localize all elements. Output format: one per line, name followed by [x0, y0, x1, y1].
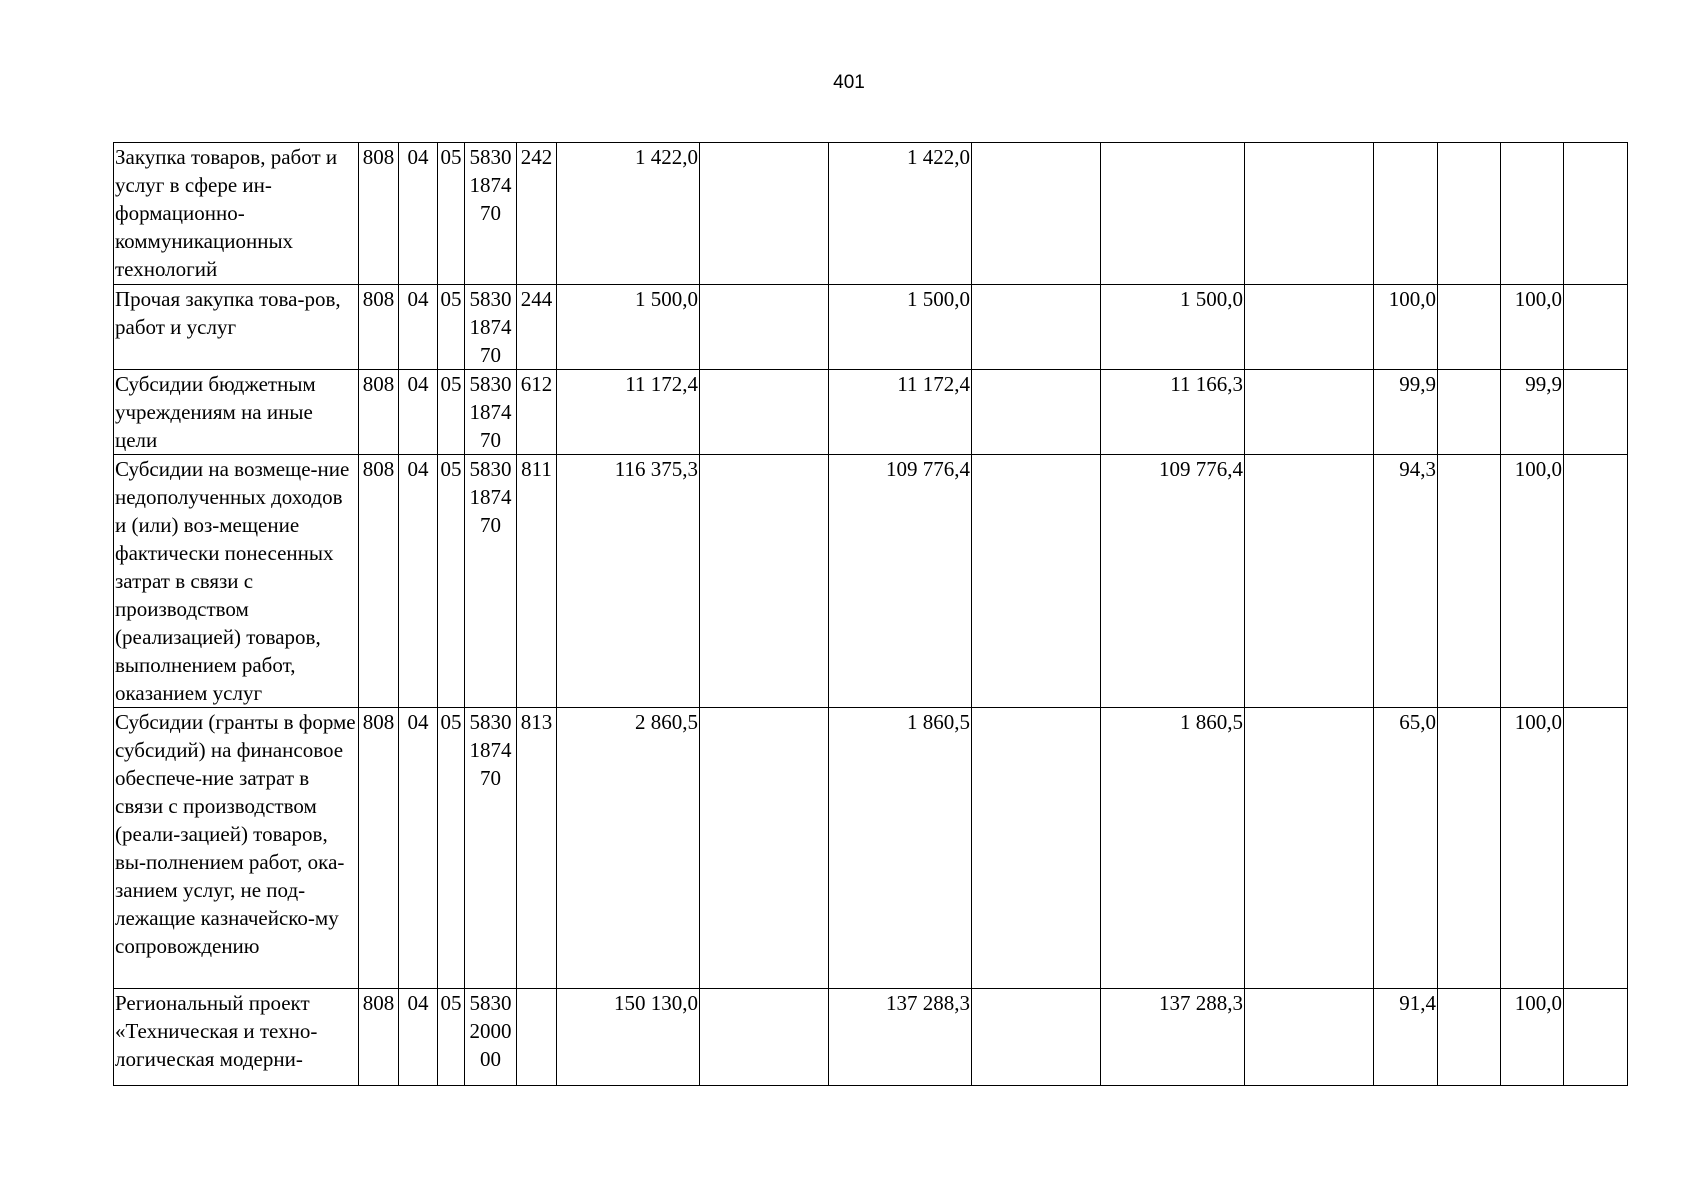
row-value-cell: [1245, 455, 1374, 708]
row-value-cell: [972, 708, 1101, 989]
row-csr-cell: 5830 1874 70: [465, 455, 517, 708]
row-value-cell: 1 422,0: [829, 143, 972, 285]
row-value-cell: 11 172,4: [829, 370, 972, 455]
row-gr-cell: 808: [359, 370, 399, 455]
row-percent-cell: [1564, 370, 1628, 455]
row-value-cell: 109 776,4: [1101, 455, 1245, 708]
row-value-cell: 2 860,5: [557, 708, 700, 989]
row-percent-cell: 100,0: [1501, 285, 1564, 370]
row-value-cell: 1 500,0: [829, 285, 972, 370]
row-percent-cell: [1438, 708, 1501, 989]
row-value-cell: [972, 285, 1101, 370]
row-percent-cell: 100,0: [1374, 285, 1438, 370]
table-row: [114, 455, 1628, 708]
row-value-cell: [972, 989, 1101, 1086]
row-gr-cell: 808: [359, 989, 399, 1086]
row-value-cell: [700, 455, 829, 708]
row-rz-cell: 04: [399, 989, 438, 1086]
row-pr-cell: 05: [438, 455, 465, 708]
row-value-cell: 137 288,3: [829, 989, 972, 1086]
row-vr-cell: 612: [517, 370, 557, 455]
row-percent-cell: [1501, 143, 1564, 285]
row-value-cell: 137 288,3: [1101, 989, 1245, 1086]
row-value-cell: [700, 370, 829, 455]
row-vr-cell: 811: [517, 455, 557, 708]
row-value-cell: 1 860,5: [1101, 708, 1245, 989]
row-csr-cell: 5830 2000 00: [465, 989, 517, 1086]
budget-table: [113, 142, 1628, 1086]
row-value-cell: 116 375,3: [557, 455, 700, 708]
row-value-cell: 1 422,0: [557, 143, 700, 285]
table-row: [114, 143, 1628, 285]
page-number: 401: [833, 72, 865, 93]
row-pr-cell: 05: [438, 708, 465, 989]
row-percent-cell: 65,0: [1374, 708, 1438, 989]
row-name-cell: Субсидии бюджетным учреждениям на иные цели: [114, 370, 359, 455]
row-vr-cell: 244: [517, 285, 557, 370]
row-name-cell: Субсидии (гранты в форме субсидий) на финансовое обеспече-ние затрат в связи с производством (реали-зацией) товаров, вы-полнением работ, ока-занием услуг, не под-лежащие казначейско-му сопровождению: [114, 708, 359, 989]
row-rz-cell: 04: [399, 708, 438, 989]
row-percent-cell: [1438, 455, 1501, 708]
row-gr-cell: 808: [359, 708, 399, 989]
row-percent-cell: 91,4: [1374, 989, 1438, 1086]
row-value-cell: [1245, 370, 1374, 455]
row-csr-cell: 5830 1874 70: [465, 708, 517, 989]
row-percent-cell: [1438, 285, 1501, 370]
row-vr-cell: 242: [517, 143, 557, 285]
row-name-cell: Субсидии на возмеще-ние недополученных доходов и (или) воз-мещение фактически понесенных затрат в связи с производством (реализацией) товаров, выполнением работ, оказанием услуг: [114, 455, 359, 708]
row-percent-cell: [1564, 708, 1628, 989]
row-value-cell: 150 130,0: [557, 989, 700, 1086]
row-value-cell: [972, 455, 1101, 708]
row-percent-cell: [1564, 455, 1628, 708]
row-value-cell: 109 776,4: [829, 455, 972, 708]
row-value-cell: [1101, 143, 1245, 285]
row-value-cell: 1 860,5: [829, 708, 972, 989]
row-vr-cell: [517, 989, 557, 1086]
row-gr-cell: 808: [359, 143, 399, 285]
row-name-cell: Прочая закупка това-ров, работ и услуг: [114, 285, 359, 370]
row-percent-cell: 100,0: [1501, 708, 1564, 989]
row-value-cell: [700, 285, 829, 370]
row-value-cell: [700, 989, 829, 1086]
row-gr-cell: 808: [359, 285, 399, 370]
row-value-cell: [1245, 285, 1374, 370]
row-rz-cell: 04: [399, 285, 438, 370]
table-row: [114, 708, 1628, 989]
table-body: [114, 143, 1628, 1086]
row-csr-cell: 5830 1874 70: [465, 285, 517, 370]
row-value-cell: [1245, 989, 1374, 1086]
row-value-cell: [1245, 143, 1374, 285]
row-percent-cell: 100,0: [1501, 455, 1564, 708]
row-value-cell: [700, 708, 829, 989]
row-percent-cell: [1564, 285, 1628, 370]
row-pr-cell: 05: [438, 989, 465, 1086]
row-percent-cell: 99,9: [1374, 370, 1438, 455]
row-pr-cell: 05: [438, 285, 465, 370]
table-row: [114, 370, 1628, 455]
row-gr-cell: 808: [359, 455, 399, 708]
row-rz-cell: 04: [399, 143, 438, 285]
row-percent-cell: [1438, 370, 1501, 455]
row-percent-cell: [1438, 989, 1501, 1086]
row-value-cell: 1 500,0: [1101, 285, 1245, 370]
row-name-cell: Закупка товаров, работ и услуг в сфере ин-формационно-коммуникационных технологий: [114, 143, 359, 285]
row-value-cell: [1245, 708, 1374, 989]
row-csr-cell: 5830 1874 70: [465, 143, 517, 285]
row-percent-cell: 94,3: [1374, 455, 1438, 708]
row-percent-cell: [1564, 989, 1628, 1086]
row-percent-cell: [1374, 143, 1438, 285]
row-name-cell: Региональный проект «Техническая и техно-логическая модерни-: [114, 989, 359, 1086]
row-percent-cell: [1438, 143, 1501, 285]
row-value-cell: 11 166,3: [1101, 370, 1245, 455]
row-percent-cell: 99,9: [1501, 370, 1564, 455]
row-value-cell: 1 500,0: [557, 285, 700, 370]
row-pr-cell: 05: [438, 370, 465, 455]
row-value-cell: 11 172,4: [557, 370, 700, 455]
row-percent-cell: [1564, 143, 1628, 285]
row-percent-cell: 100,0: [1501, 989, 1564, 1086]
table-row: [114, 285, 1628, 370]
row-vr-cell: 813: [517, 708, 557, 989]
row-value-cell: [972, 370, 1101, 455]
row-csr-cell: 5830 1874 70: [465, 370, 517, 455]
table-row: [114, 989, 1628, 1086]
row-value-cell: [972, 143, 1101, 285]
row-value-cell: [700, 143, 829, 285]
row-rz-cell: 04: [399, 370, 438, 455]
row-pr-cell: 05: [438, 143, 465, 285]
row-rz-cell: 04: [399, 455, 438, 708]
